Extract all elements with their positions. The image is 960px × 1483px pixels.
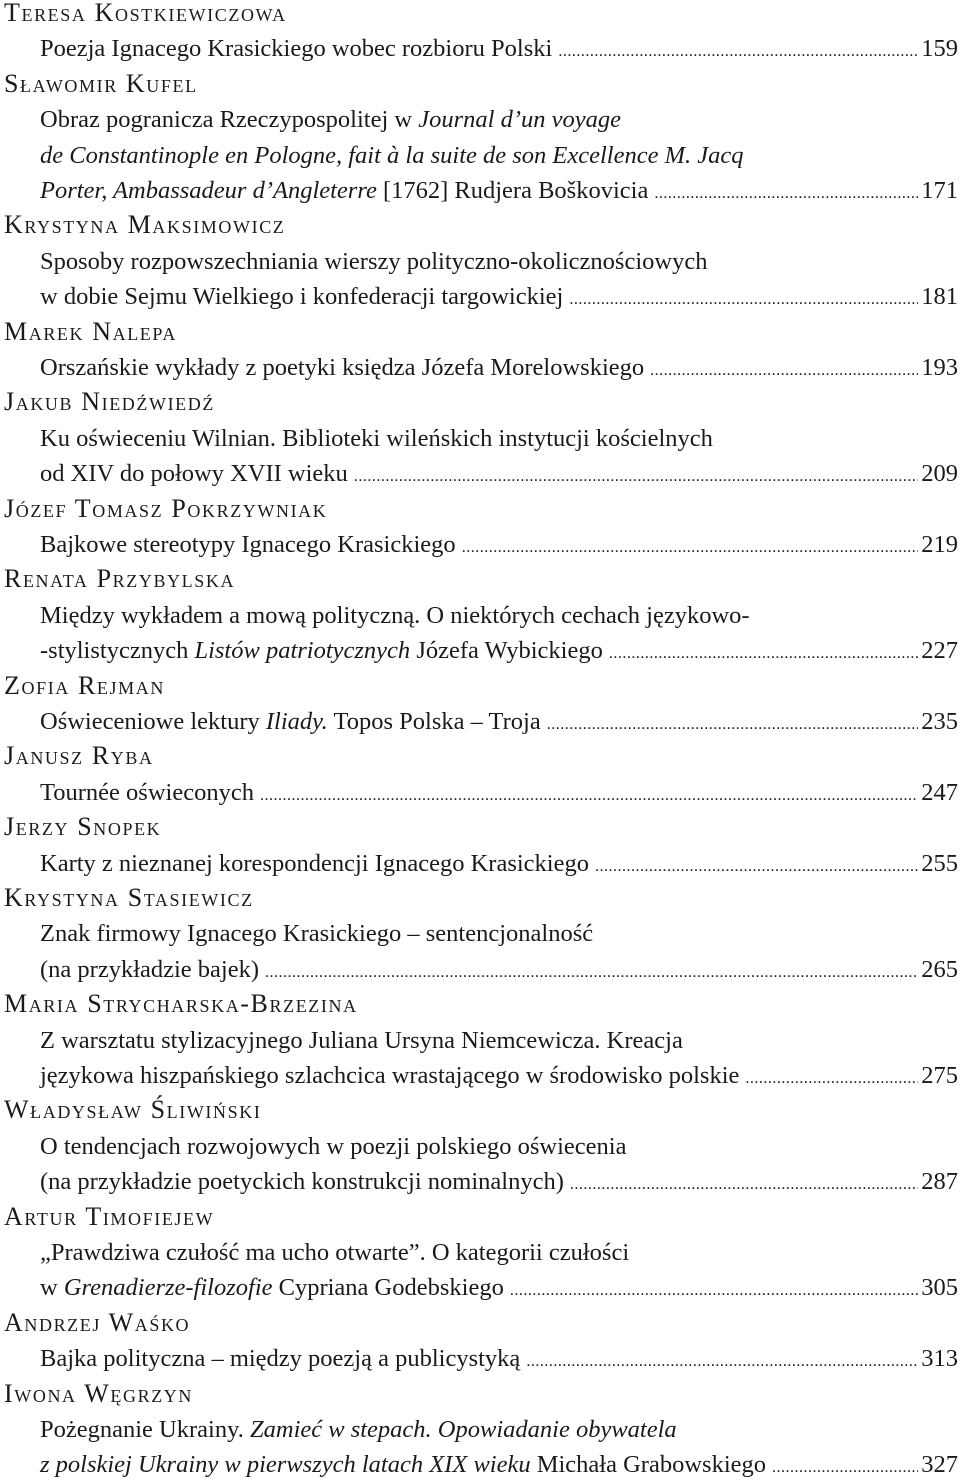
italic-title-segment: Grenadierze-filozofie bbox=[63, 1274, 273, 1302]
entry-title-line bbox=[40, 1132, 958, 1162]
entry-title-line bbox=[40, 1450, 958, 1483]
page-number: 181 bbox=[921, 283, 958, 311]
leader-dots bbox=[595, 852, 918, 882]
entry-title-line bbox=[40, 141, 958, 171]
title-text bbox=[40, 1415, 677, 1445]
title-segment: Ku oświeceniu Wilnian. Biblioteki wileńskich instytucji kościelnych bbox=[40, 424, 713, 452]
title-segment: Michała Grabowskiego bbox=[530, 1451, 766, 1479]
title-segment: Cypriana Godebskiego bbox=[272, 1274, 504, 1302]
title-text bbox=[40, 955, 259, 985]
title-text bbox=[40, 105, 621, 135]
title-segment: Z warsztatu stylizacyjnego Juliana Ursyna Niemcewicza. Kreacja bbox=[40, 1026, 683, 1054]
leader-dots bbox=[609, 639, 918, 669]
italic-title-segment: Journal d’un voyage bbox=[418, 106, 621, 134]
title-text bbox=[40, 353, 644, 383]
title-segment: Józefa Wybickiego bbox=[410, 637, 603, 665]
leader-dots bbox=[745, 1064, 918, 1094]
entry-title-line bbox=[40, 849, 958, 882]
page-number: 305 bbox=[921, 1274, 958, 1302]
title-text bbox=[40, 282, 563, 312]
entry-title-line bbox=[40, 176, 958, 209]
title-text bbox=[40, 34, 552, 64]
title-segment: językowa hiszpańskiego szlachcica wrastającego w środowisko polskie bbox=[40, 1062, 740, 1089]
page-number: 171 bbox=[921, 177, 958, 204]
title-segment: (na przykładzie poetyckich konstrukcji nominalnych) bbox=[40, 1168, 564, 1196]
page-number: 255 bbox=[921, 849, 958, 877]
author-name: Józef Tomasz Pokrzywniak bbox=[4, 493, 328, 523]
author-name: Artur Timofiejew bbox=[4, 1201, 215, 1231]
entry-title-line bbox=[40, 707, 958, 740]
author-name: Andrzej Waśko bbox=[4, 1307, 191, 1337]
leader-dots bbox=[772, 1453, 918, 1483]
title-text bbox=[40, 1167, 564, 1197]
title-text bbox=[40, 141, 744, 171]
entry-title-line bbox=[40, 919, 958, 949]
author-name: Władysław Śliwiński bbox=[4, 1095, 262, 1125]
italic-title-segment: de Constantinople en Pologne, fait à la suite de son Excellence M. Jacq bbox=[40, 141, 744, 169]
author-name: Janusz Ryba bbox=[4, 741, 154, 771]
title-segment: Oświeceniowe lektury bbox=[40, 708, 266, 735]
title-segment: Poezja Ignacego Krasickiego wobec rozbioru Polski bbox=[40, 35, 553, 63]
entry-title-line bbox=[40, 636, 958, 669]
title-segment: O tendencjach rozwojowych w poezji polskiego oświecenia bbox=[40, 1132, 627, 1160]
leader-dots bbox=[654, 179, 918, 209]
author-name: Jakub Niedźwiedź bbox=[4, 387, 215, 417]
entry-title-line bbox=[40, 1061, 958, 1094]
page-number: 209 bbox=[921, 460, 958, 488]
title-text bbox=[40, 1273, 504, 1303]
entry-title-line bbox=[40, 1344, 958, 1377]
author-name: Krystyna Maksimowicz bbox=[4, 210, 286, 240]
entry-title-line bbox=[40, 247, 958, 277]
title-text bbox=[40, 1238, 629, 1268]
page-number: 235 bbox=[921, 708, 958, 735]
title-text bbox=[40, 849, 589, 879]
title-segment: Sposoby rozpowszechniania wierszy polityczno-okolicznościowych bbox=[40, 247, 708, 275]
entry-title-line bbox=[40, 1273, 958, 1306]
italic-title-segment: Iliady. bbox=[265, 708, 328, 735]
title-segment: (na przykładzie bajek) bbox=[40, 955, 260, 983]
italic-title-segment: Listów patriotycznych bbox=[194, 637, 411, 665]
entry-title-line bbox=[40, 955, 958, 988]
title-segment: w dobie Sejmu Wielkiego i konfederacji targowickiej bbox=[40, 283, 564, 311]
entry-title-line bbox=[40, 282, 958, 315]
leader-dots bbox=[650, 356, 918, 386]
title-text bbox=[40, 459, 348, 489]
author-name: Zofia Rejman bbox=[4, 670, 165, 700]
leader-dots bbox=[569, 285, 918, 315]
title-text bbox=[40, 919, 593, 949]
author-name: Sławomir Kufel bbox=[4, 68, 198, 98]
leader-dots bbox=[570, 1170, 918, 1200]
author-name: Krystyna Stasiewicz bbox=[4, 883, 254, 912]
leader-dots bbox=[260, 781, 918, 811]
author-name: Iwona Węgrzyn bbox=[4, 1378, 194, 1408]
title-text bbox=[40, 176, 648, 206]
italic-title-segment: Zamieć w stepach. Opowiadanie obywatela bbox=[250, 1416, 677, 1443]
entry-title-line bbox=[40, 778, 958, 811]
leader-dots bbox=[510, 1276, 918, 1306]
italic-title-segment: z polskiej Ukrainy w pierwszych latach XIX wieku bbox=[40, 1451, 531, 1479]
title-text bbox=[40, 247, 707, 277]
title-segment: Karty z nieznanej korespondencji Ignacego Krasickiego bbox=[40, 849, 589, 877]
title-text bbox=[40, 530, 456, 560]
author-name: Marek Nalepa bbox=[4, 316, 177, 346]
page-number: 247 bbox=[921, 778, 958, 806]
title-text bbox=[40, 1344, 520, 1374]
title-segment: [1762] Rudjera Boškovicia bbox=[376, 177, 649, 204]
title-text bbox=[40, 1026, 683, 1056]
title-segment: Między wykładem a mową polityczną. O niektórych cechach językowo- bbox=[40, 601, 750, 629]
author-name: Renata Przybylska bbox=[4, 564, 236, 594]
title-segment: Bajkowe stereotypy Ignacego Krasickiego bbox=[40, 531, 456, 558]
title-segment: „Prawdziwa czułość ma ucho otwarte”. O kategorii czułości bbox=[40, 1239, 630, 1266]
entry-title-line bbox=[40, 530, 958, 563]
page-number: 275 bbox=[921, 1062, 958, 1089]
title-text bbox=[40, 1132, 626, 1162]
title-segment: Obraz pogranicza Rzeczypospolitej w bbox=[40, 106, 419, 134]
leader-dots bbox=[558, 37, 918, 67]
title-segment: w bbox=[40, 1274, 64, 1302]
entry-title-line bbox=[40, 601, 958, 631]
leader-dots bbox=[526, 1347, 918, 1377]
page-number: 227 bbox=[921, 637, 958, 665]
entry-title-line bbox=[40, 1167, 958, 1200]
title-segment: Znak firmowy Ignacego Krasickiego – sentencjonalność bbox=[40, 920, 594, 948]
title-text bbox=[40, 1450, 766, 1480]
title-segment: od XIV do połowy XVII wieku bbox=[40, 460, 348, 488]
title-text bbox=[40, 1061, 739, 1091]
title-text bbox=[40, 601, 750, 631]
title-segment: Topos Polska – Troja bbox=[327, 708, 541, 735]
page-number: 159 bbox=[921, 35, 958, 63]
title-segment: Orszańskie wykłady z poetyki księdza Józefa Morelowskiego bbox=[40, 354, 645, 381]
leader-dots bbox=[354, 462, 918, 492]
title-segment: Pożegnanie Ukrainy. bbox=[40, 1416, 250, 1443]
entry-title-line bbox=[40, 1026, 958, 1056]
leader-dots bbox=[462, 533, 919, 563]
entry-title-line bbox=[40, 459, 958, 492]
page-number: 219 bbox=[921, 531, 958, 558]
entry-title-line bbox=[40, 105, 958, 135]
title-segment: Tournée oświeconych bbox=[40, 778, 254, 806]
author-name: Maria Strycharska-Brzezina bbox=[4, 989, 358, 1019]
author-name: Teresa Kostkiewiczowa bbox=[4, 0, 287, 27]
entry-title-line bbox=[40, 1238, 958, 1268]
page-number: 265 bbox=[921, 955, 958, 983]
title-text bbox=[40, 424, 713, 454]
entry-title-line bbox=[40, 1415, 958, 1445]
title-segment: Bajka polityczna – między poezją a publicystyką bbox=[40, 1345, 521, 1373]
page-number: 287 bbox=[921, 1168, 958, 1196]
title-text bbox=[40, 636, 603, 666]
entry-title-line bbox=[40, 34, 958, 67]
entry-title-line bbox=[40, 424, 958, 454]
entry-title-line bbox=[40, 353, 958, 386]
title-segment: -stylistycznych bbox=[40, 637, 195, 665]
page-number: 327 bbox=[921, 1451, 958, 1479]
page-number: 313 bbox=[921, 1345, 958, 1373]
page-number: 193 bbox=[921, 354, 958, 381]
title-text bbox=[40, 778, 254, 808]
italic-title-segment: Porter, Ambassadeur d’Angleterre bbox=[40, 177, 377, 204]
leader-dots bbox=[265, 958, 918, 988]
author-name: Jerzy Snopek bbox=[4, 812, 162, 842]
title-text bbox=[40, 707, 541, 737]
leader-dots bbox=[547, 710, 919, 740]
